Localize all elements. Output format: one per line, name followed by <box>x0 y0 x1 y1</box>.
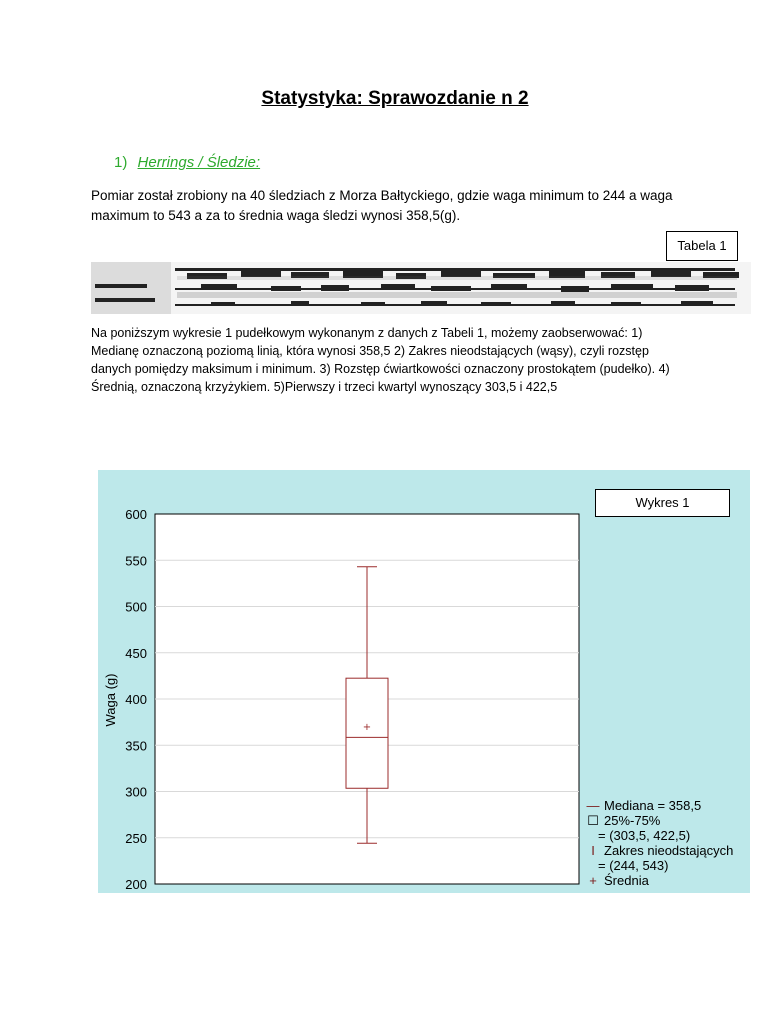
mean-legend-icon: + <box>589 873 597 888</box>
chart-legend <box>586 798 733 888</box>
description-paragraph: Na poniższym wykresie 1 pudełkowym wykonanym z danych z Tabeli 1, możemy zaobserwować: 1) Medianę oznaczoną poziomą linią, która wynosi 358,5 2) Zakres nieodstających (wąsy), czyli rozstęp danych pomiędzy maksimum i minimum. 3) Rozstęp ćwiartkowości oznaczony prostokątem (pudełko). 4) Średnią, oznaczoną krzyżykiem. 5)Pierwszy i trzeci kwartyl wynoszący 303,5 i 422,5 <box>91 326 670 394</box>
y-tick-labels <box>125 507 147 892</box>
distorted-table-image <box>91 262 751 314</box>
y-tick-label: 200 <box>125 877 147 892</box>
y-tick-label: 400 <box>125 692 147 707</box>
y-tick-label: 550 <box>125 553 147 569</box>
y-tick-label: 600 <box>125 507 147 522</box>
section-number: 1) <box>114 154 128 171</box>
y-tick-label: 500 <box>125 599 147 615</box>
mean-marker: + <box>362 721 372 733</box>
legend-mean: + Średnia <box>586 873 733 888</box>
legend-median: — Mediana = 358,5 <box>586 798 702 813</box>
y-tick-label: 350 <box>125 738 147 754</box>
box-legend-icon: ☐ <box>587 813 599 828</box>
legend-whisker: I Zakres nieodstających <box>586 843 733 858</box>
intro-paragraph: Pomiar został zrobiony na 40 śledziach z Morza Bałtyckiego, gdzie waga minimum to 244 a waga maximum to 543 a za to średnia waga śledzi wynosi 358,5(g). <box>91 188 673 223</box>
chart-label-box: Wykres 1 <box>595 489 730 517</box>
table-label-box: Tabela 1 <box>666 231 738 261</box>
legend-box-range: = (303,5, 422,5) <box>598 828 691 843</box>
y-tick-label: 300 <box>125 784 147 800</box>
whisker-legend-icon: I <box>591 843 595 858</box>
section-heading-text: Herrings / Śledzie: <box>137 154 261 171</box>
document-title: Statystyka: Sprawozdanie n 2 <box>261 88 529 109</box>
legend-whisker-range: = (244, 543) <box>598 858 669 873</box>
iqr-box <box>346 678 388 788</box>
y-tick-label: 450 <box>125 645 147 661</box>
median-legend-icon: — <box>586 798 600 813</box>
legend-box: ☐ 25%-75% <box>587 813 661 828</box>
y-axis-label: Waga (g) <box>103 673 118 727</box>
y-tick-label: 250 <box>125 830 147 846</box>
section-heading <box>114 154 260 171</box>
